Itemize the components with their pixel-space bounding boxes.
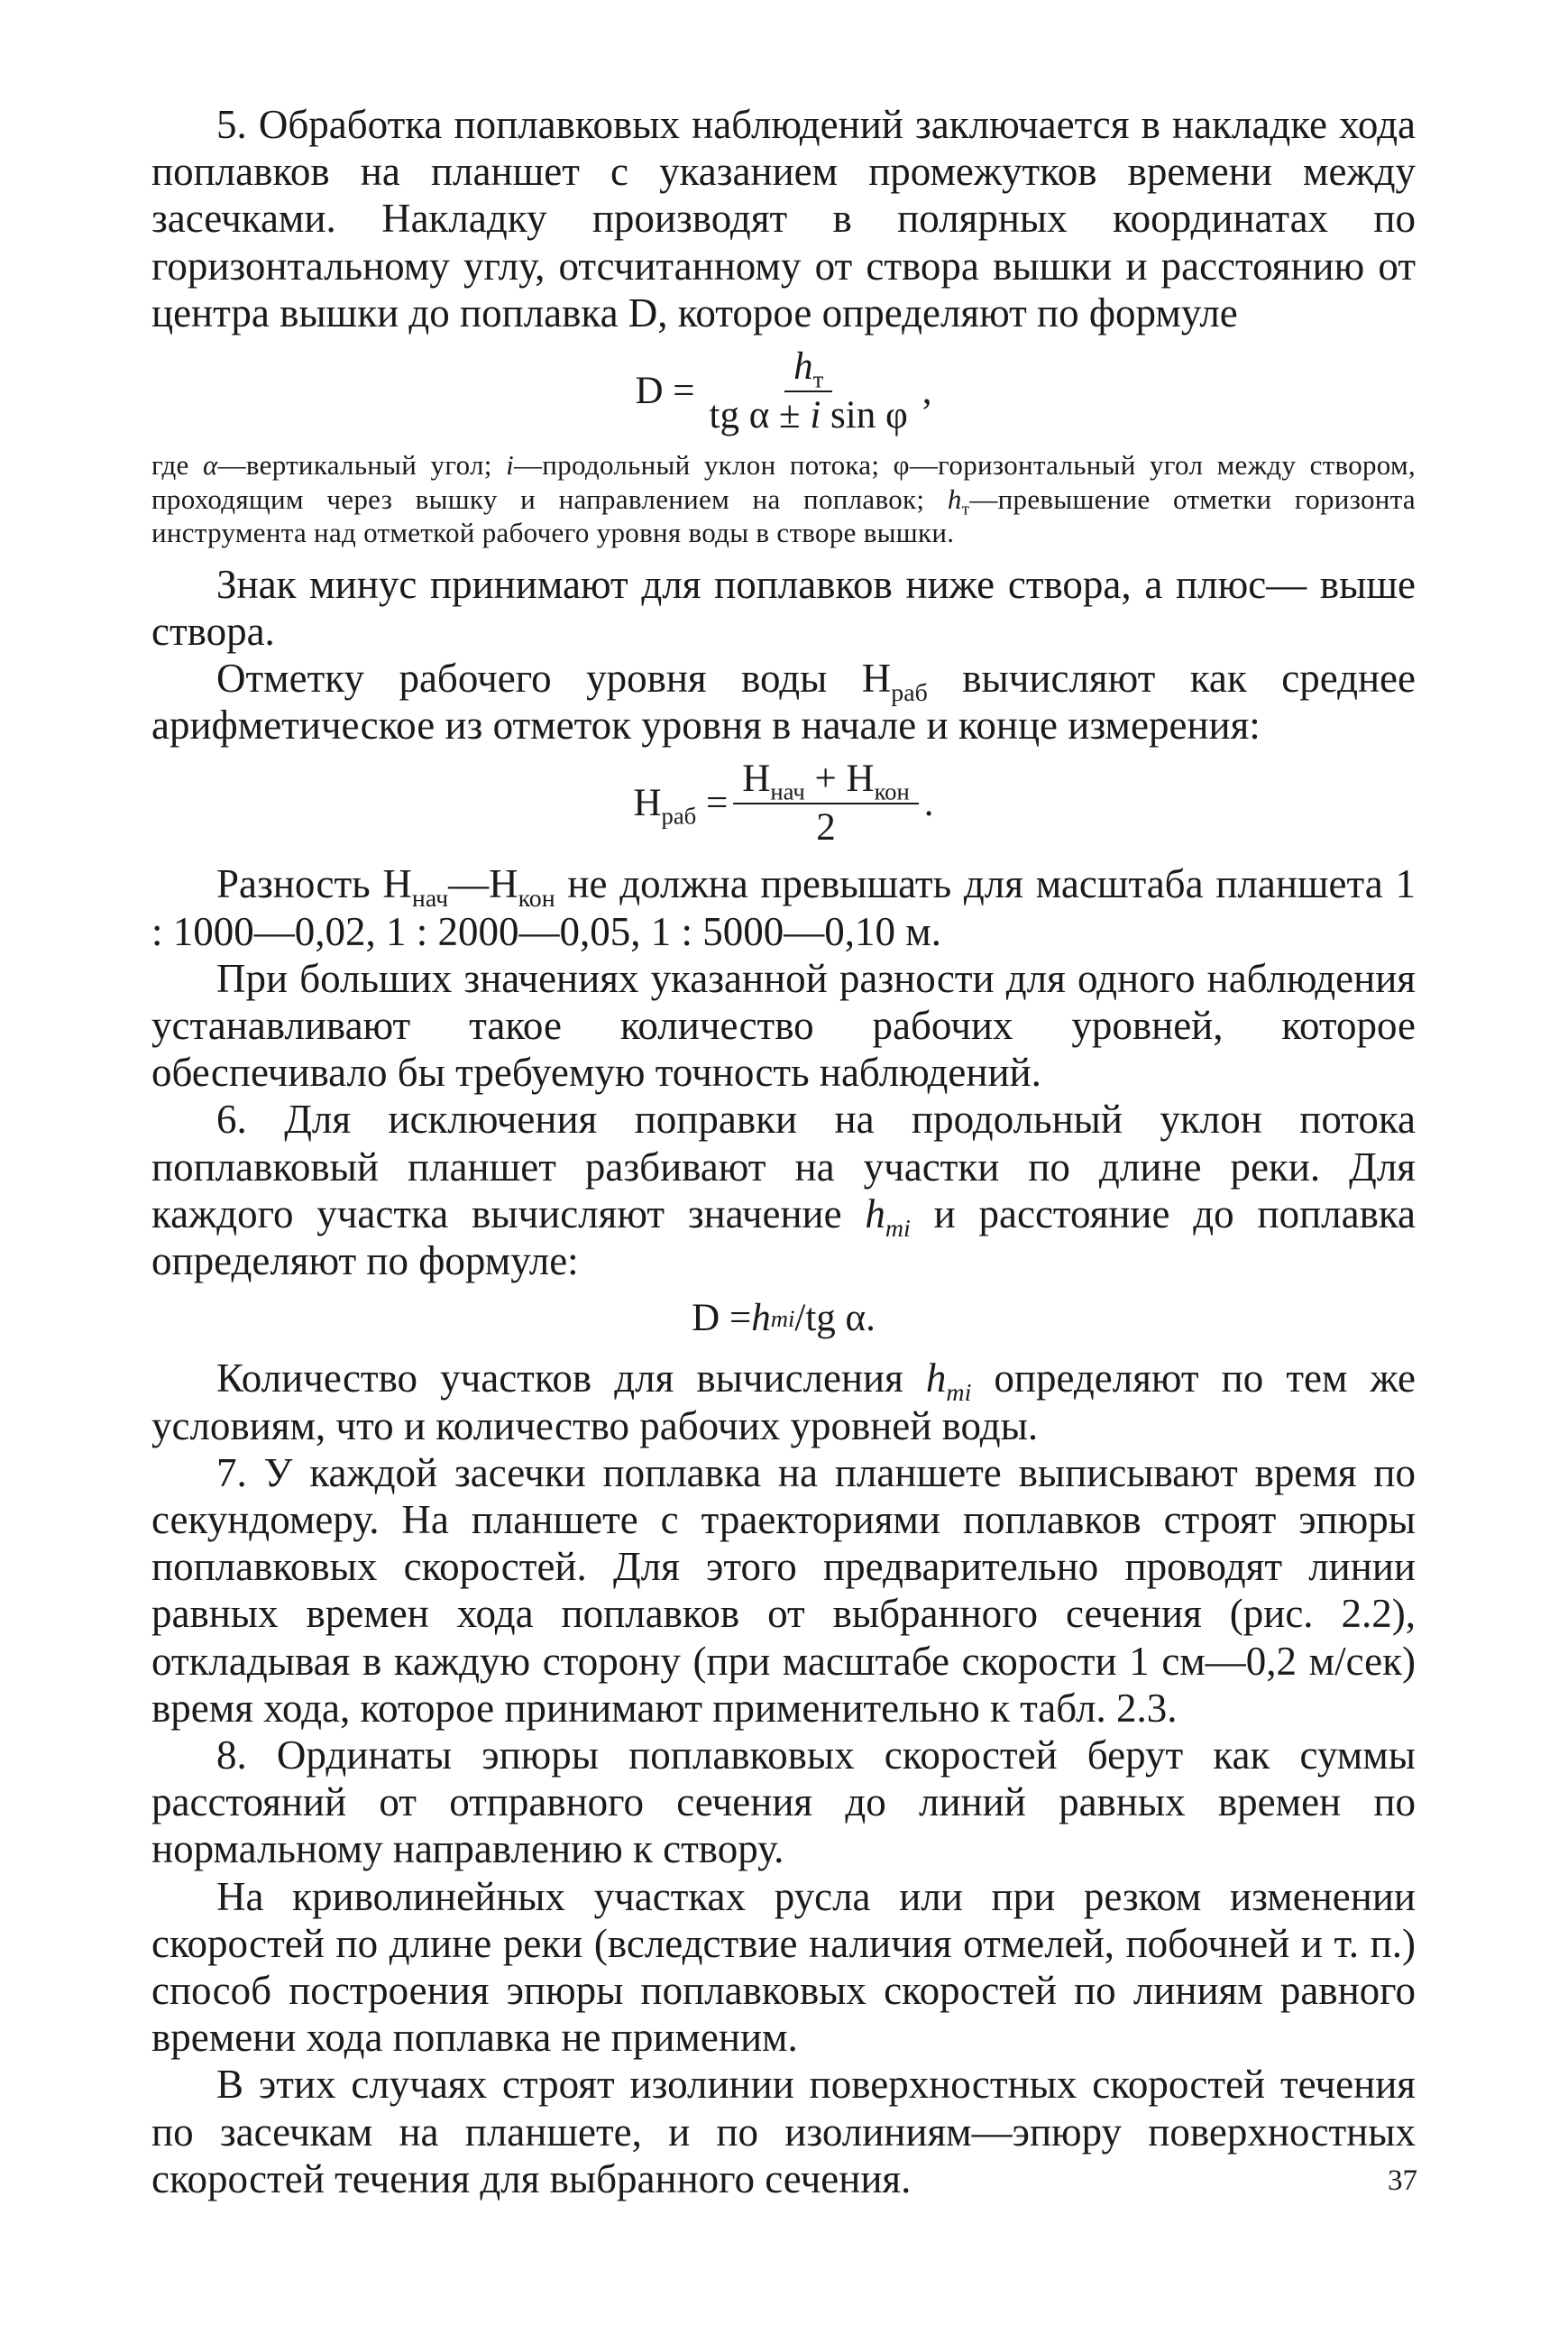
text-part: 6. Для исключения поправки на продольный уклон потока поплавковый планшет разбивают на участки по длине реки. Для каждого участка вычисляют значение [151, 1097, 1416, 1236]
formula-fraction [701, 347, 917, 436]
sub-rab: раб [661, 802, 697, 830]
paragraph-isolines: В этих случаях строят изолинии поверхностных скоростей течения по засечкам на планшете, и по изолиниям—эпюру поверхностных скоростей течения для выбранного сечения. [151, 2062, 1416, 2201]
var-h: h [751, 1297, 771, 1340]
paragraph-7-stopwatch: 7. У каждой засечки поплавка на планшете выписывают время по секундомеру. На планшете с траекториями поплавков строят эпюры поплавковых скоростей. Для этого предварительно проводят линии равных времен хода поплавков от выбранного сечения (рис. 2.2), откладывая в каждую сторону (при масштабе скорости 1 см—0,2 м/сек) время хода, которое принимают применительно к табл. 2.3. [151, 1449, 1416, 1731]
body-text [151, 101, 1416, 2202]
formula2-denominator: 2 [816, 806, 836, 850]
sub-ti: тi [946, 1379, 972, 1408]
sub-kon: кон [874, 777, 910, 805]
var-H: H [742, 758, 771, 801]
var-h: h [865, 1190, 885, 1236]
note-h-sub: т [961, 500, 970, 519]
page-number: 37 [1388, 2164, 1417, 2197]
formula-distance-section: D = h тi /tg α. [151, 1295, 1416, 1342]
formula-denominator [701, 392, 917, 436]
den-part-a: tg α ± [709, 394, 811, 437]
text-part: —H [448, 861, 518, 907]
sub-nach: нач [770, 777, 805, 805]
note-part: где [151, 449, 203, 482]
text-part: Отметку рабочего уровня воды H [216, 655, 892, 701]
formula-distance [151, 347, 1416, 436]
formula-lhs: D = [635, 369, 695, 412]
text-part: и расстояние до поплавка определяют по формуле: [151, 1190, 1416, 1283]
sub-rab: раб [891, 678, 928, 707]
formula2-tail: . [923, 782, 934, 825]
formula3-rhs: /tg α. [794, 1297, 876, 1340]
paragraph-6-sections [151, 1096, 1416, 1284]
formula3-lhs: D = [692, 1297, 752, 1340]
var-h: h [925, 1355, 947, 1401]
sub-nach: нач [411, 885, 449, 914]
text-part: определяют по тем же условиям, что и количество рабочих уровней воды. [151, 1355, 1416, 1448]
plus-H: + H [804, 758, 875, 801]
paragraph-section-count [151, 1355, 1416, 1448]
paragraph-difference [151, 860, 1416, 954]
paragraph-sign-rule: Знак минус принимают для поплавков ниже створа, а плюс— выше створа. [151, 561, 1416, 654]
text-part: не должна превышать для масштаба планшета 1 : 1000—0,02, 1 : 2000—0,05, 1 : 5000—0,10 м. [151, 861, 1416, 954]
den-part-b: sin φ [821, 394, 908, 437]
sub-ti: тi [885, 1214, 911, 1243]
formula-legend-note [151, 448, 1416, 550]
paragraph-8-ordinates: 8. Ординаты эпюры поплавковых скоростей берут как суммы расстояний от отправного сечения до линий равных времен по нормальному направлению к створу. [151, 1732, 1416, 1872]
var-h: h [793, 345, 813, 389]
formula-numerator [784, 347, 832, 392]
formula2-fraction [733, 759, 919, 848]
text-part: вычисляют как среднее арифметическое из отметок уровня в начале и конце измерения: [151, 655, 1417, 749]
note-alpha: α [203, 449, 218, 482]
paragraph-5-processing: 5. Обработка поплавковых наблюдений заключается в накладке хода поплавков на планшет с указанием промежутков времени между засечками. Накладку производят в полярных координатах по горизонтальному углу, отсчитанному от створа вышки и расстоянию от центра вышки до поплавка D, которое определяют по формуле [151, 102, 1416, 335]
sub-t: т [812, 365, 824, 393]
note-part: —продольный уклон потока; φ—горизонтальный угол между створом, проходящим через вышку и направлением на поплавок; [151, 449, 1416, 515]
formula-working-level [151, 759, 1416, 848]
paragraph-working-level [151, 655, 1416, 749]
formula2-numerator [733, 759, 919, 804]
text-part: Разность H [216, 861, 412, 907]
formula-tail: , [922, 369, 932, 412]
equals: = [696, 782, 729, 825]
paragraph-large-values: При больших значениях указанной разности для одного наблюдения устанавливают такое количество рабочих уровней, которое обеспечивало бы требуемую точность наблюдений. [151, 955, 1416, 1096]
note-part: —превышение отметки горизонта инструмента над отметкой рабочего уровня воды в створе вышки. [151, 482, 1416, 549]
paragraph-curved-sections: На криволинейных участках русла или при резком изменении скоростей по длине реки (вследствие наличия отмелей, побочней и т. п.) способ построения эпюры поплавковых скоростей по линиям равного времени хода поплавка не применим. [151, 1873, 1416, 2061]
sub-kon: кон [518, 885, 555, 914]
note-i: i [506, 449, 514, 482]
note-h: h [947, 482, 962, 515]
text-part: Количество участков для вычисления [216, 1355, 926, 1401]
formula2-lhs [633, 780, 729, 830]
var-H: H [633, 782, 662, 825]
var-i: i [810, 394, 821, 437]
note-part: —вертикальный угол; [217, 449, 507, 482]
